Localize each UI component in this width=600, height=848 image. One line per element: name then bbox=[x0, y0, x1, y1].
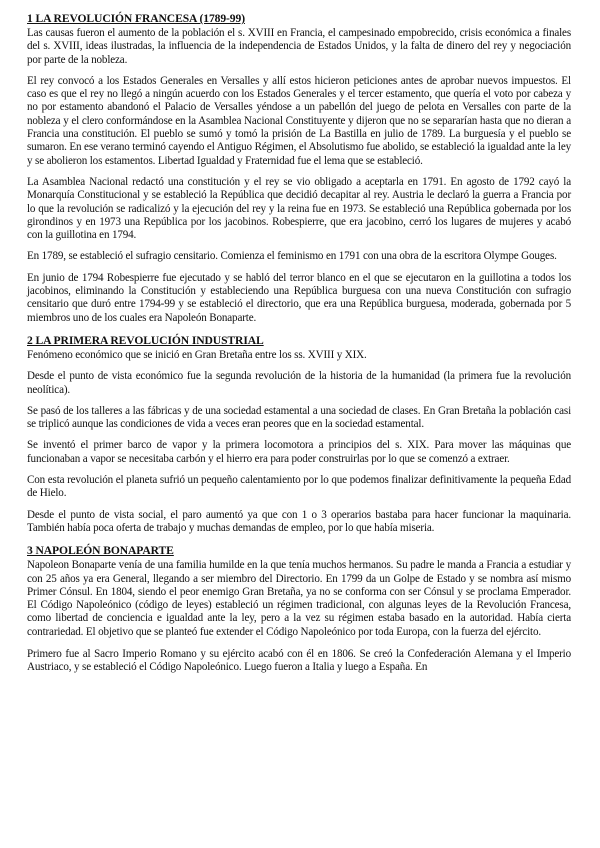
section-2-paragraph-6: Desde el punto de vista social, el paro aumentó ya que con 1 o 3 operarios bastaba para hacer funcionar la maquinaria. También había poca oferta de trabajo y muchas demandas de empleo, por lo que había miseria. bbox=[27, 508, 571, 534]
section-2-paragraph-4: Se inventó el primer barco de vapor y la primera locomotora a principios del s. XIX. Para mover las máquinas que funcionaban a vapor se necesitaba carbón y el hierro era para poder construirlas por lo que se comenzó a extraer. bbox=[27, 439, 571, 465]
section-1-paragraph-2: El rey convocó a los Estados Generales en Versalles y allí estos hicieron peticiones antes de aprobar nuevos impuestos. El caso es que el rey no llegó a ningún acuerdo con los Estados Generales y el tercer estamento, que quería el voto por cabeza y no por estamento abandonó el Palacio de Versalles yéndose a un pabellón del juego de pelota en Versalles con parte de la nobleza y el clero conformándose en la Asamblea Nacional Constituyente y dijeron que no se separarían hasta que no dieran a Francia una constitución. El pueblo se sumó y tomó la prisión de La Bastilla en julio de 1789. La burguesía y el pueblo se sumaron. En ese verano terminó cayendo el Antiguo Régimen, el Absolutismo fue abolido, se estableció la igualdad ante la ley y se abolieron los estamentos. Libertad Igualdad y Fraternidad fue el lema que se estableció. bbox=[27, 74, 571, 167]
section-1-paragraph-3: La Asamblea Nacional redactó una constitución y el rey se vio obligado a aceptarla en 1791. En agosto de 1792 cayó la Monarquía Constitucional y se estableció la República que decidió decapitar al rey. Austria le declaró la guerra a Francia por lo que la revolución se radicalizó y la ejecución del rey y la reina fue en 1973. Se estableció una República gobernada por los girondinos y en 1973 una República por los jacobinos. Robespierre, que era jacobino, cerró los lugares de mujeres y acabó con la guillotina en 1794. bbox=[27, 175, 571, 242]
section-1-paragraph-4: En 1789, se estableció el sufragio censitario. Comienza el feminismo en 1791 con una obra de la escritora Olympe Gouges. bbox=[27, 250, 557, 263]
section-2-paragraph-1: Fenómeno económico que se inició en Gran Bretaña entre los ss. XVIII y XIX. bbox=[27, 348, 367, 361]
section-2-title: 2 LA PRIMERA REVOLUCIÓN INDUSTRIAL bbox=[27, 333, 264, 347]
section-3-title: 3 NAPOLEÓN BONAPARTE bbox=[27, 544, 174, 558]
section-1-paragraph-5: En junio de 1794 Robespierre fue ejecutado y se habló del terror blanco en el que se ejecutaron en la guillotina a todos los jacobinos, eliminando la Constitución y estableciendo una República burguesa con una nueva Constitución con sufragio censitario que duró entre 1794-99 y se estableció el directorio, que era una República burguesa, moderada, gobernada por 5 miembros uno de los cuales era Napoleón Bonaparte. bbox=[27, 271, 571, 324]
section-3-paragraph-1: Napoleon Bonaparte venía de una familia humilde en la que tenía muchos hermanos. Su padre le manda a Francia a estudiar y con 25 años ya era General, llegando a ser miembro del Directorio. En 1799 da un Golpe de Estado y se nombra así mismo Primer Cónsul. En 1804, siendo el peor enemigo Gran Bretaña, ya no se conforma con ser Cónsul y se proclama Emperador. El Código Napoleónico (código de leyes) estableció un régimen tradicional, con algunas leyes de la Revolución Francesa, como libertad de conciencia e igualdad ante la ley, pero a la vez su régimen estaba basado en la autoridad. Había cierta contrariedad. El objetivo que se planteó fue extender el Código Napoleónico por toda Europa, con la fuerza del ejército. bbox=[27, 559, 571, 638]
section-1-paragraph-1: Las causas fueron el aumento de la población el s. XVIII en Francia, el campesinado empobrecido, crisis económica a finales del s. XVIII, ideas ilustradas, la influencia de la independencia de Estados Unidos, y la falta de dinero del rey y negociación por parte de la nobleza. bbox=[27, 27, 571, 66]
section-2-paragraph-3: Se pasó de los talleres a las fábricas y de una sociedad estamental a una sociedad de clases. En Gran Bretaña la población casi se triplicó aunque las condiciones de vida a veces eran peores que en la sociedad estamental. bbox=[27, 404, 571, 431]
section-1-title: 1 LA REVOLUCIÓN FRANCESA (1789-99) bbox=[27, 12, 245, 25]
section-2-paragraph-5: Con esta revolución el planeta sufrió un pequeño calentamiento por lo que podemos finalizar definitivamente la pequeña Edad de Hielo. bbox=[27, 474, 571, 500]
section-2-paragraph-2: Desde el punto de vista económico fue la segunda revolución de la historia de la humanidad (la primera fue la revolución neolítica). bbox=[27, 370, 571, 396]
section-3-paragraph-2: Primero fue al Sacro Imperio Romano y su ejército acabó con él en 1806. Se creó la Confederación Alemana y el Imperio Austriaco, y se estableció el Código Napoleónico. Luego fueron a Italia y luego a España. En bbox=[27, 647, 571, 674]
